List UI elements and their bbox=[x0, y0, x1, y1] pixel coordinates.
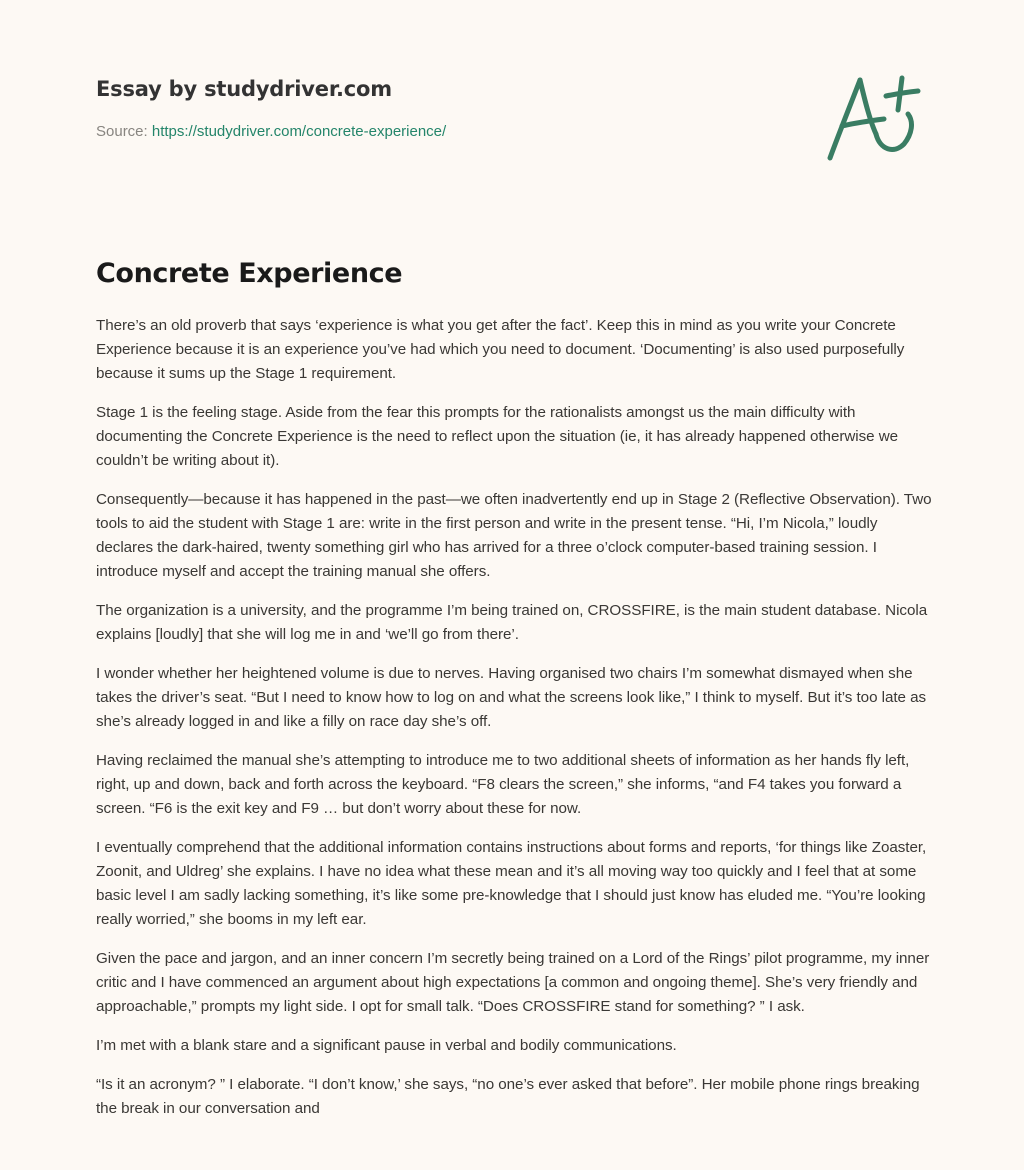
essay-header bbox=[96, 74, 796, 142]
essay-paragraph: Consequently—because it has happened in the past—we often inadvertently end up in Stage 2 (Reflective Observation). Two tools to aid the student with Stage 1 are: write in the first person and write in the present tense. “Hi, I’m Nicola,” loudly declares the dark-haired, twenty something girl who has arrived for a three o’clock computer-based training session. I introduce myself and accept the training manual she offers. bbox=[96, 491, 932, 580]
essay-paragraph: Having reclaimed the manual she’s attempting to introduce me to two additional sheets of information as her hands fly left, right, up and down, back and forth across the keyboard. “F8 clears the screen,” she informs, “and F4 takes you forward a screen. “F6 is the exit key and F9 … but don’t worry about these for now. bbox=[96, 752, 910, 817]
essay-paragraph: I wonder whether her heightened volume is due to nerves. Having organised two chairs I’m somewhat dismayed when she takes the driver’s seat. “But I need to know how to log on and what the screens look like,” I think to myself. But it’s too late as she’s already logged in and like a filly on race day she’s off. bbox=[96, 665, 927, 730]
essay-paragraph: I’m met with a blank stare and a significant pause in verbal and bodily communications. bbox=[96, 1037, 677, 1054]
essay-body bbox=[96, 314, 932, 1136]
source-line bbox=[96, 122, 796, 142]
essay-paragraph: Given the pace and jargon, and an inner concern I’m secretly being trained on a Lord of the Rings’ pilot programme, my inner critic and I have commenced an argument about high expectations [a common and ongoing theme]. She’s very friendly and approachable,” prompts my light side. I opt for small talk. “Does CROSSFIRE stand for something? ” I ask. bbox=[96, 950, 930, 1015]
essay-paragraph: I eventually comprehend that the additional information contains instructions about forms and reports, ‘for things like Zoaster, Zoonit, and Uldreg’ she explains. I have no idea what these mean and it’s all moving way too quickly and I feel that at some basic level I am sadly lacking something, it’s like some pre-knowledge that I should just know has eluded me. “You’re looking really worried,” she booms in my left ear. bbox=[96, 839, 927, 928]
essay-paragraph: The organization is a university, and the programme I’m being trained on, CROSSFIRE, is the main student database. Nicola explains [loudly] that she will log me in and ‘we’ll go from there’. bbox=[96, 602, 928, 643]
site-title: Essay by studydriver.com bbox=[96, 77, 392, 101]
source-link[interactable]: https://studydriver.com/concrete-experience/ bbox=[151, 123, 447, 140]
essay-paragraph: “Is it an acronym? ” I elaborate. “I don’t know,’ she says, “no one’s ever asked that before”. Her mobile phone rings breaking the break in our conversation and bbox=[96, 1076, 920, 1117]
document-title: Concrete Experience bbox=[96, 258, 403, 289]
essay-paragraph: Stage 1 is the feeling stage. Aside from the fear this prompts for the rationalists amongst us the main difficulty with documenting the Concrete Experience is the need to reflect upon the situation (ie, it has already happened otherwise we couldn’t be writing about it). bbox=[96, 404, 899, 469]
essay-paragraph: There’s an old proverb that says ‘experience is what you get after the fact’. Keep this in mind as you write your Concrete Experience because it is an experience you’ve had which you need to document. ‘Documenting’ is also used purposefully because it sums up the Stage 1 requirement. bbox=[96, 317, 905, 382]
source-label: Source: bbox=[96, 123, 148, 140]
a-plus-grade-icon bbox=[820, 66, 930, 166]
